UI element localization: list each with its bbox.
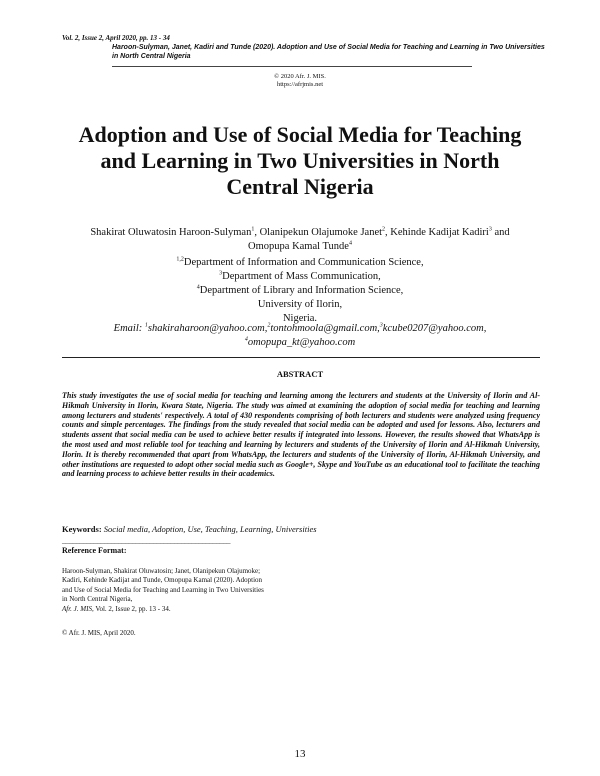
affiliation-2: [60, 270, 540, 284]
email-1[interactable]: shakiraharoon@yahoo.com,: [147, 323, 268, 334]
reference-copyright: © Afr. J. MIS, April 2020.: [62, 629, 136, 637]
keywords-line: [62, 524, 317, 534]
keywords-text: Social media, Adoption, Use, Teaching, Learning, Universities: [103, 524, 317, 534]
header-divider: [112, 66, 472, 67]
email-2-sup: 2: [267, 322, 271, 329]
author-3: Kehinde Kadijat Kadiri: [390, 227, 489, 238]
reference-line-1: Haroon-Sulyman, Shakirat Oluwatosin; Janet, Olanipekun Olajumoke;: [62, 567, 261, 575]
aff3-text: Department of Library and Information Science,: [199, 285, 404, 296]
aff1-text: Department of Information and Communication Science,: [183, 257, 424, 268]
title-line-3: Central Nigeria: [226, 174, 374, 199]
email-block: [60, 322, 540, 350]
reference-line-2: Kadiri, Kehinde Kadijat and Tunde, Omopupa Kamal (2020). Adoption: [62, 576, 263, 585]
email-4[interactable]: omopupa_kt@yahoo.com: [247, 337, 356, 348]
author-and: and: [494, 227, 510, 238]
copyright-block: [0, 73, 600, 89]
affiliations: [60, 256, 540, 326]
title-line-1: Adoption and Use of Social Media for Teaching: [78, 122, 522, 147]
journal-issue-line: Vol. 2, Issue 2, April 2020, pp. 13 - 34: [62, 34, 170, 42]
university: University of Ilorin,: [257, 299, 343, 310]
author-list: Shakirat Oluwatosin Haroon-Sulyman$^1$, Olanipekun Olajumoke Janet$^2$, Kehinde Kadijat Kadiri$^3$ and Omopupa Kamal Tunde$^4$: [90, 226, 510, 252]
author-4-sup: 4: [348, 240, 352, 247]
email-4-sup: 4: [244, 336, 248, 343]
email-2[interactable]: tontohmoola@gmail.com,: [270, 323, 380, 334]
reference-text: [62, 567, 322, 614]
title-line-2: and Learning in Two Universities in North: [100, 148, 500, 173]
reference-line-4: in North Central Nigeria,: [62, 595, 133, 604]
separator-line: ________________________________________________: [62, 536, 230, 545]
reference-line-5: [62, 605, 322, 614]
author-4: Omopupa Kamal Tunde: [248, 241, 349, 252]
author-2-sup: 2: [382, 226, 386, 233]
reference-line-3: and Use of Social Media for Teaching and Learning in Two Universities: [62, 585, 264, 594]
running-citation: Haroon-Sulyman, Janet, Kadiri and Tunde (2020). Adoption and Use of Social Media for Teaching and Learning in Two Universities in North Central Nigeria: [112, 44, 545, 60]
paper-title: [55, 122, 545, 200]
affiliation-1: [60, 256, 540, 270]
email-3[interactable]: kcube0207@yahoo.com,: [382, 323, 487, 334]
author-3-sup: 3: [488, 226, 492, 233]
abstract-text: This study investigates the use of social media for teaching and learning among the lecturers and students at the University of Ilorin and Al-Hikmah University in Ilorin, Kwara State, Nigeria. The study was aimed at examining the adoption of social media for teaching and learning among lecturers and students' respectively. A total of 430 respondents comprising of both lecturers and students were analyzed using frequency counts and simple percentages. The findings from the study revealed that social media can be adopted and used for lessons. Also, lecturers and students assent that social media can be used to achieve better results if integrated into lessons. However, the results showed that WhatsApp is the most used and most reliable tool for teaching and learning by lecturers and students of the University of Ilorin and Al-Hikmah University, Ilorin. It is thereby recommended that apart from WhatsApp, the lecturers and students of the University of Ilorin, Al-Hikmah University, and other institutions are requested to adopt other social media such as Google+, Skype and YouTube as an educational tool to facilitate the teaching and learning process to achieve better results in their academics.: [62, 391, 540, 479]
author-2: Olanipekun Olajumoke Janet: [259, 227, 383, 238]
author-1-sup: 1: [251, 226, 255, 233]
email-label: Email:: [113, 323, 143, 334]
country: Nigeria.: [282, 313, 318, 324]
reference-journal: Afr. J. MIS,: [62, 604, 94, 613]
aff3-sup: 4: [196, 284, 200, 291]
abstract-heading: ABSTRACT: [276, 369, 324, 379]
copyright-line: © 2020 Afr. J. MIS.: [274, 73, 326, 80]
aff2-text: Department of Mass Communication,: [222, 271, 381, 282]
aff2-sup: 3: [219, 270, 223, 277]
reference-volume: Vol. 2, Issue 2, pp. 13 - 34.: [95, 604, 171, 613]
abstract-divider: [62, 357, 540, 358]
aff1-sup: 1,2: [176, 256, 184, 263]
journal-url: https://afrjmis.net: [276, 81, 324, 88]
reference-heading: Reference Format:: [62, 546, 127, 555]
affiliation-3: [60, 284, 540, 298]
email-1-sup: 1: [144, 322, 148, 329]
page-number: 13: [294, 748, 306, 760]
author-1: Shakirat Oluwatosin Haroon-Sulyman: [90, 227, 252, 238]
email-3-sup: 3: [379, 322, 383, 329]
keywords-label: Keywords:: [62, 524, 102, 534]
